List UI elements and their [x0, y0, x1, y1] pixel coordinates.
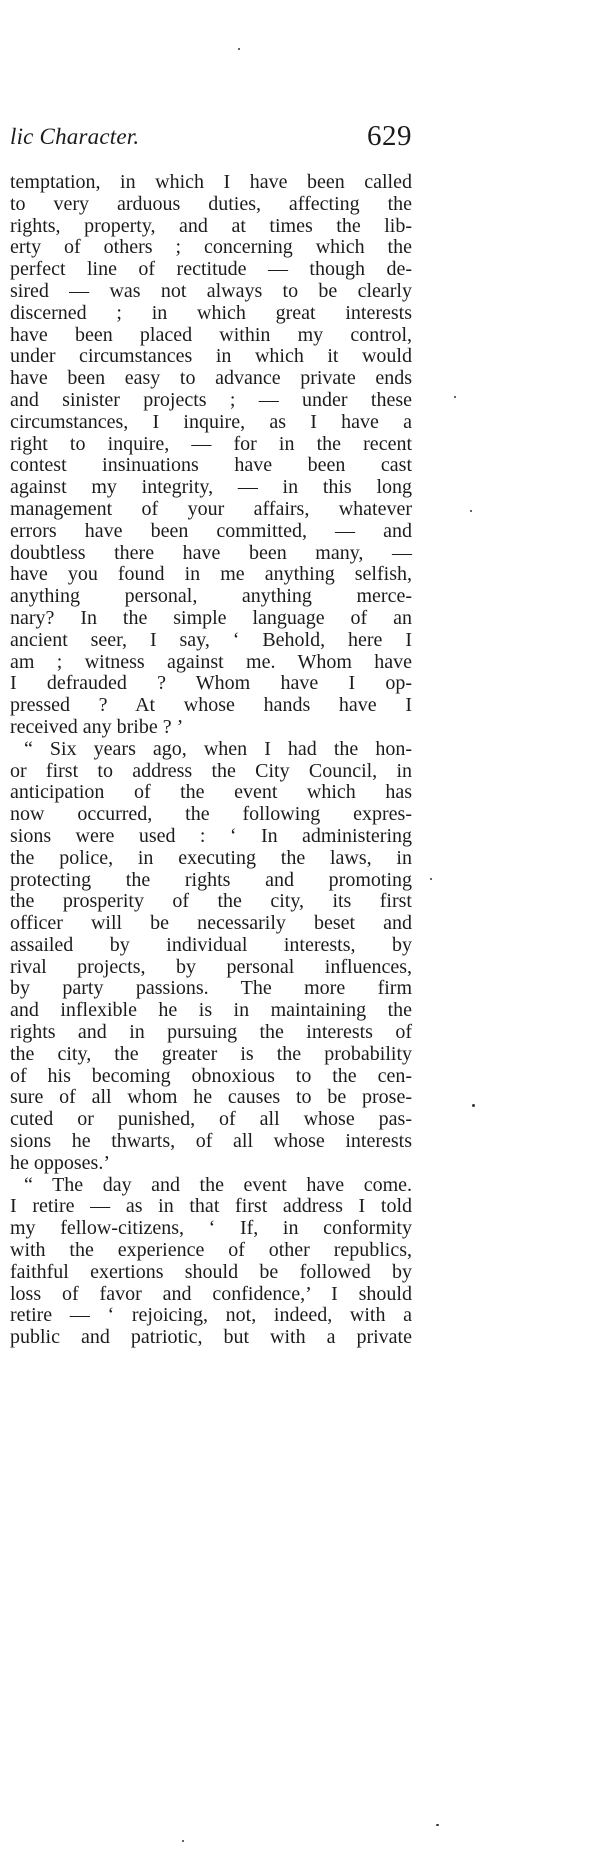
text-line: the prosperity of the city, its first: [10, 890, 412, 913]
running-head: [10, 120, 412, 160]
text-line: or first to address the City Council, in: [10, 759, 412, 782]
text-line: have been placed within my control,: [10, 323, 412, 346]
text-line: have been easy to advance private ends: [10, 367, 412, 390]
paragraph: [10, 1175, 412, 1349]
text-line: he opposes.’: [10, 1151, 110, 1174]
text-line: “ Six years ago, when I had the hon-: [24, 737, 412, 760]
text-line: right to inquire, — for in the recent: [10, 432, 412, 455]
text-line: I retire — as in that first address I told: [10, 1195, 412, 1218]
text-line: nary? In the simple language of an: [10, 606, 412, 629]
text-line: perfect line of rectitude — though de-: [10, 258, 412, 281]
text-line: received any bribe ? ’: [10, 715, 184, 738]
text-line: errors have been committed, — and: [10, 519, 412, 542]
text-line: the city, the greater is the probability: [10, 1042, 412, 1065]
text-line: against my integrity, — in this long: [10, 476, 412, 499]
text-line: rival projects, by personal influences,: [10, 955, 412, 978]
text-line: pressed ? At whose hands have I: [10, 694, 412, 717]
scan-speck: [182, 1840, 184, 1842]
text-line: have you found in me anything selfish,: [10, 563, 412, 586]
text-line: retire — ‘ rejoicing, not, indeed, with a: [10, 1304, 412, 1327]
text-line: rights and in pursuing the interests of: [10, 1021, 412, 1044]
scan-speck: [454, 396, 456, 398]
text-line: with the experience of other republics,: [10, 1239, 412, 1262]
scan-speck: [436, 1824, 439, 1826]
text-line: discerned ; in which great interests: [10, 301, 412, 324]
text-line: and inflexible he is in maintaining the: [10, 999, 412, 1022]
text-line: of his becoming obnoxious to the cen-: [10, 1064, 412, 1087]
text-line: the police, in executing the laws, in: [10, 846, 412, 869]
text-line: doubtless there have been many, —: [10, 541, 412, 564]
text-line: now occurred, the following expres-: [10, 803, 412, 826]
text-line: officer will be necessarily beset and: [10, 912, 412, 935]
text-line: and sinister projects ; — under these: [10, 388, 412, 411]
text-line: temptation, in which I have been called: [10, 171, 412, 193]
text-line: protecting the rights and promoting: [10, 868, 412, 891]
text-line: faithful exertions should be followed by: [10, 1260, 412, 1283]
text-line: anticipation of the event which has: [10, 781, 412, 804]
text-line: public and patriotic, but with a private: [10, 1326, 412, 1349]
text-line: erty of others ; concerning which the: [10, 236, 412, 259]
text-line: am ; witness against me. Whom have: [10, 650, 412, 673]
text-line: to very arduous duties, affecting the: [10, 192, 412, 215]
text-line: assailed by individual interests, by: [10, 933, 412, 956]
text-line: contest insinuations have been cast: [10, 454, 412, 477]
text-line: by party passions. The more firm: [10, 977, 412, 1000]
scan-speck: [430, 878, 432, 880]
text-line: ancient seer, I say, ‘ Behold, here I: [10, 628, 412, 651]
text-line: management of your affairs, whatever: [10, 497, 412, 520]
scan-speck: [470, 510, 472, 512]
text-line: sired — was not always to be clearly: [10, 279, 412, 302]
text-line: cuted or punished, of all whose pas-: [10, 1108, 412, 1131]
text-line: sure of all whom he causes to be prose-: [10, 1086, 412, 1109]
running-title: lic Character.: [10, 124, 140, 149]
page-number: 629: [367, 120, 412, 152]
text-line: I defrauded ? Whom have I op-: [10, 672, 412, 695]
text-line: circumstances, I inquire, as I have a: [10, 410, 412, 433]
text-line: my fellow-citizens, ‘ If, in conformity: [10, 1217, 412, 1240]
paragraph: [10, 172, 412, 739]
text-line: sions he thwarts, of all whose interests: [10, 1130, 412, 1153]
text-line: “ The day and the event have come.: [24, 1173, 412, 1196]
text-line: anything personal, anything merce-: [10, 585, 412, 608]
text-line: under circumstances in which it would: [10, 345, 412, 368]
body-text: [10, 172, 412, 1349]
text-line: loss of favor and confidence,’ I should: [10, 1282, 412, 1305]
text-line: rights, property, and at times the lib-: [10, 214, 412, 237]
scan-speck: [238, 48, 240, 50]
scan-speck: [472, 1104, 475, 1107]
paragraph: [10, 739, 412, 1175]
text-line: sions were used : ‘ In administering: [10, 824, 412, 847]
